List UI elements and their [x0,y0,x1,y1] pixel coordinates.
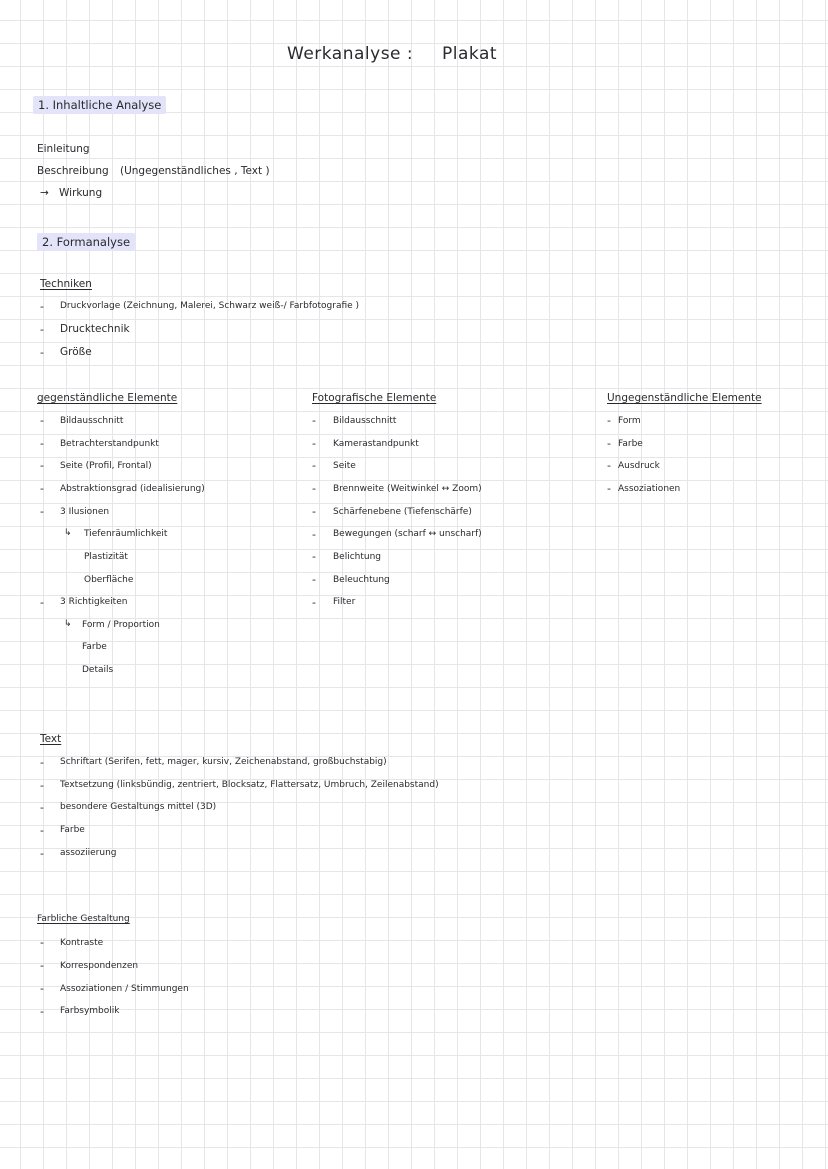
bullet-icon: - [312,437,316,450]
sub-arrow-icon: ↳ [64,619,72,629]
list-item: Assoziationen [618,484,681,494]
list-item: Seite [333,461,356,471]
list-item: Ausdruck [618,461,660,471]
bullet-icon: - [40,482,44,495]
subheading-gegenstaendliche-elemente: gegenständliche Elemente [37,392,178,404]
subheading-fotografische-elemente: Fotografische Elemente [312,392,437,404]
bullet-icon: - [40,982,44,995]
sub-arrow-icon: ↳ [64,528,72,538]
bullet-icon: - [40,346,44,359]
list-item: Farbe [60,825,85,835]
bullet-icon: - [312,459,316,472]
list-item: Einleitung [37,143,90,155]
bullet-icon: - [40,959,44,972]
page-title: Werkanalyse : [287,44,414,64]
list-item: Filter [333,597,356,607]
section-heading-formanalyse: 2. Formanalyse [37,233,135,251]
list-item: Kamerastandpunkt [333,439,419,449]
list-item: Assoziationen / Stimmungen [60,984,189,994]
list-item: Druckvorlage (Zeichnung, Malerei, Schwarz weiß-/ Farbfotografie ) [60,301,360,311]
bullet-icon: - [40,801,44,814]
list-item: Schriftart (Serifen, fett, mager, kursiv, Zeichenabstand, großbuchstabig) [60,757,387,767]
bullet-icon: - [40,300,44,313]
list-item: Beleuchtung [333,575,390,585]
bullet-icon: - [312,596,316,609]
bullet-icon: - [40,1005,44,1018]
bullet-icon: - [607,459,611,472]
list-item: Farbe [618,439,643,449]
bullet-icon: - [40,414,44,427]
subheading-techniken: Techniken [40,278,92,290]
list-item: Bildausschnitt [60,416,124,426]
bullet-icon: - [312,505,316,518]
list-item: Form [618,416,641,426]
list-item: Größe [60,346,92,358]
bullet-icon: - [40,459,44,472]
list-item: Tiefenräumlichkeit [84,529,168,539]
list-item: Bewegungen (scharf ↔ unscharf) [333,529,482,539]
list-item: Abstraktionsgrad (idealisierung) [60,484,205,494]
page-subtitle: Plakat [442,44,498,64]
bullet-icon: - [607,414,611,427]
list-item: 3 Ilusionen [60,507,110,517]
list-item: Textsetzung (linksbündig, zentriert, Blocksatz, Flattersatz, Umbruch, Zeilenabstand) [60,780,439,790]
list-item: Bildausschnitt [333,416,397,426]
bullet-icon: - [40,936,44,949]
bullet-icon: - [40,847,44,860]
list-item: Kontraste [60,938,104,948]
bullet-icon: - [607,437,611,450]
bullet-icon: - [40,596,44,609]
list-item: Betrachterstandpunkt [60,439,159,449]
bullet-icon: - [40,323,44,336]
list-item: Korrespondenzen [60,961,139,971]
bullet-icon: - [40,824,44,837]
list-item: assoziierung [60,848,117,858]
list-item: Schärfenebene (Tiefenschärfe) [333,507,472,517]
list-item: Belichtung [333,552,382,562]
bullet-icon: - [312,550,316,563]
list-item: Details [82,665,114,675]
list-item: 3 Richtigkeiten [60,597,128,607]
subheading-text: Text [40,733,62,745]
section-heading-inhaltliche-analyse: 1. Inhaltliche Analyse [33,96,166,114]
list-item: Beschreibung [37,165,109,177]
list-item: Farbe [82,642,107,652]
list-item: Seite (Profil, Frontal) [60,461,152,471]
list-item: Oberfläche [84,575,134,585]
bullet-icon: - [607,482,611,495]
bullet-icon: - [40,437,44,450]
list-item: Drucktechnik [60,323,130,335]
subheading-ungegenstaendliche-elemente: Ungegenständliche Elemente [607,392,762,404]
arrow-icon: → [40,187,49,199]
list-item: Wirkung [59,187,103,199]
list-item: (Ungegenständliches , Text ) [120,165,270,177]
bullet-icon: - [312,528,316,541]
bullet-icon: - [312,573,316,586]
bullet-icon: - [312,414,316,427]
list-item: besondere Gestaltungs mittel (3D) [60,802,217,812]
list-item: Farbsymbolik [60,1006,120,1016]
bullet-icon: - [40,505,44,518]
list-item: Plastizität [84,552,128,562]
subheading-farbliche-gestaltung: Farbliche Gestaltung [37,914,130,924]
list-item: Brennweite (Weitwinkel ↔ Zoom) [333,484,482,494]
bullet-icon: - [40,756,44,769]
bullet-icon: - [40,779,44,792]
list-item: Form / Proportion [82,620,160,630]
bullet-icon: - [312,482,316,495]
